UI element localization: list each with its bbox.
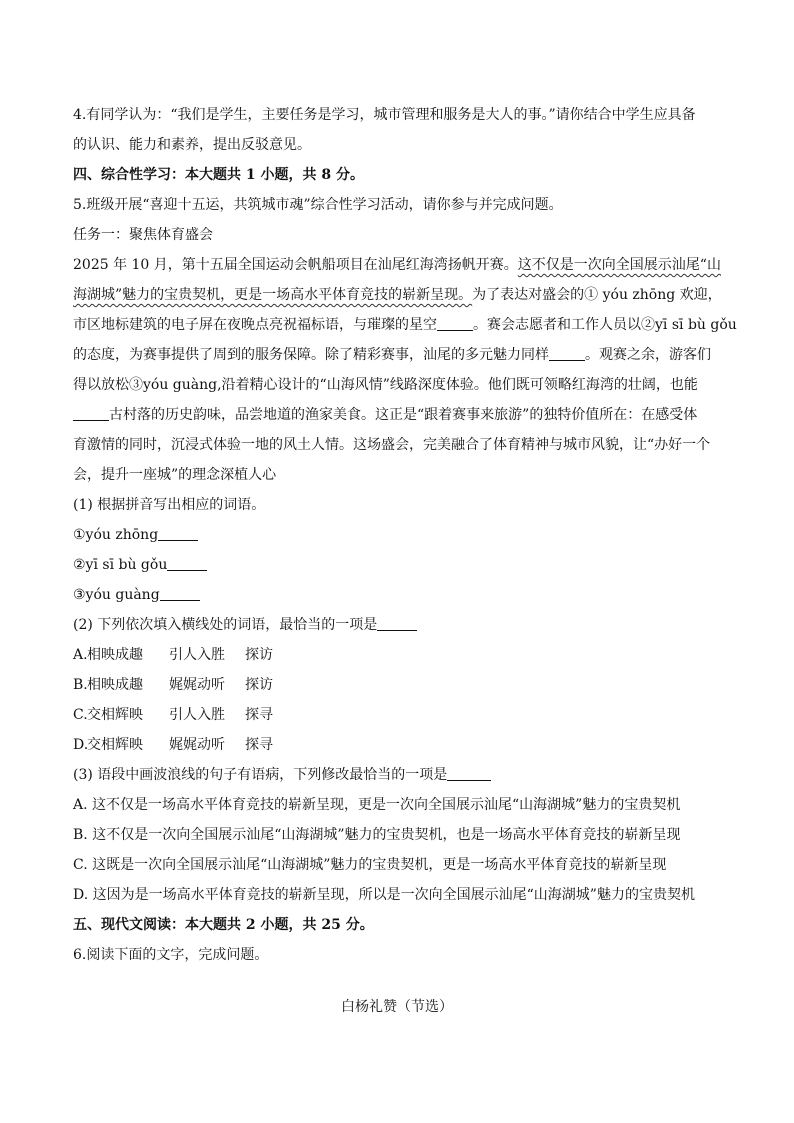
option-key: B. bbox=[73, 677, 88, 693]
option-key: A. bbox=[73, 647, 88, 663]
passage-text: 市区地标建筑的电子屏在夜晚点亮祝福标语，与璀璨的星空 bbox=[73, 317, 437, 333]
option-word: 引人入胜 bbox=[169, 647, 225, 663]
answer-blank[interactable] bbox=[158, 524, 198, 541]
article-title: 白杨礼赞（节选） bbox=[341, 999, 453, 1015]
exam-page bbox=[73, 100, 737, 970]
option-word: 相映成趣 bbox=[87, 677, 143, 693]
option-word: 探寻 bbox=[245, 707, 273, 723]
option-a[interactable]: A. 这不仅是一场高水平体育竞技的崭新呈现，更是一次向全国展示汕尾“山海湖城”魅力的宝贵契机 bbox=[73, 797, 681, 813]
passage-line-3 bbox=[73, 310, 737, 340]
passage-line-6 bbox=[73, 400, 721, 430]
fill-blank[interactable] bbox=[549, 344, 585, 361]
question-text: (2) 下列依次填入横线处的词语，最恰当的一项是 bbox=[73, 617, 378, 633]
option-word: 探访 bbox=[245, 677, 273, 693]
passage-text: 。观赛之余，游客们 bbox=[585, 347, 711, 363]
option-word: 相映成趣 bbox=[87, 647, 143, 663]
passage-line-7: 育激情的同时，沉浸式体验一地的风土人情。这场盛会，完美融合了体育精神与城市风貌，让“办好一个 bbox=[73, 437, 711, 453]
wavy-sentence: 这不仅是一次向全国展示汕尾“山 bbox=[517, 257, 721, 273]
option-word: 娓娓动听 bbox=[169, 737, 225, 753]
option-d[interactable]: D. 这因为是一场高水平体育竞技的崭新呈现，所以是一次向全国展示汕尾“山海湖城”魅力的宝贵契机 bbox=[73, 887, 695, 903]
question-text: (3) 语段中画波浪线的句子有语病，下列修改最恰当的一项是 bbox=[73, 767, 448, 783]
q4-line-2: 的认识、能力和素养，提出反驳意见。 bbox=[73, 137, 311, 153]
option-word: 娓娓动听 bbox=[169, 677, 225, 693]
wavy-sentence: 海湖城”魅力的宝贵契机，更是一场高水平体育竞技的崭新呈现。 bbox=[73, 287, 473, 303]
passage-line-2 bbox=[73, 280, 721, 310]
passage-line-8: 会，提升一座城”的理念深植人心 bbox=[73, 467, 277, 483]
option-word: 探寻 bbox=[245, 737, 273, 753]
passage-text: 为了表达对盛会的① yóu zhōng 欢迎， bbox=[472, 287, 722, 303]
option-c[interactable]: C. 这既是一次向全国展示汕尾“山海湖城”魅力的宝贵契机，更是一场高水平体育竞技的崭新呈现 bbox=[73, 857, 667, 873]
pinyin-text: ③yóu guàng bbox=[73, 587, 160, 603]
option-key: C. bbox=[73, 707, 88, 723]
passage-line-4 bbox=[73, 340, 721, 370]
passage-text: 2025 年 10 月，第十五届全国运动会帆船项目在汕尾红海湾扬帆开赛。 bbox=[73, 257, 518, 273]
fill-blank[interactable] bbox=[73, 404, 109, 421]
q6-intro: 6.阅读下面的文字，完成问题。 bbox=[73, 947, 269, 963]
passage-text: 古村落的历史韵味，品尝地道的渔家美食。这正是“跟着赛事来旅游”的独特价值所在：在感受体 bbox=[109, 407, 698, 423]
task-heading: 任务一：聚焦体育盛会 bbox=[73, 227, 213, 243]
section-heading-5: 五、现代文阅读：本大题共 2 小题，共 25 分。 bbox=[73, 917, 374, 933]
answer-blank[interactable] bbox=[160, 584, 200, 601]
sub-question-1: (1) 根据拼音写出相应的词语。 bbox=[73, 497, 266, 513]
q5-intro: 5.班级开展“喜迎十五运，共筑城市魂”综合性学习活动，请你参与并完成问题。 bbox=[73, 197, 563, 213]
option-key: D. bbox=[73, 737, 89, 753]
pinyin-text: ②yī sī bù gǒu bbox=[73, 557, 168, 573]
option-a[interactable] bbox=[73, 640, 721, 670]
option-word: 引人入胜 bbox=[169, 707, 225, 723]
answer-blank[interactable] bbox=[447, 764, 491, 781]
fill-blank[interactable] bbox=[437, 314, 473, 331]
answer-blank[interactable] bbox=[377, 614, 417, 631]
pinyin-item-2 bbox=[73, 550, 721, 580]
option-d[interactable] bbox=[73, 730, 721, 760]
passage-line-5: 得以放松③yóu guàng,沿着精心设计的“山海风情”线路深度体验。他们既可领略红海湾的壮阔，也能 bbox=[73, 377, 698, 393]
option-c[interactable] bbox=[73, 700, 721, 730]
option-word: 交相辉映 bbox=[87, 737, 143, 753]
pinyin-item-1 bbox=[73, 520, 721, 550]
option-word: 探访 bbox=[245, 647, 273, 663]
passage-text: 的态度，为赛事提供了周到的服务保障。除了精彩赛事，汕尾的多元魅力同样 bbox=[73, 347, 549, 363]
option-word: 交相辉映 bbox=[87, 707, 143, 723]
section-heading-4: 四、综合性学习：本大题共 1 小题，共 8 分。 bbox=[73, 167, 364, 183]
passage-line-1 bbox=[73, 250, 721, 280]
q4-line-1: 4.有同学认为：“我们是学生，主要任务是学习，城市管理和服务是大人的事。”请你结合中学生应具备 bbox=[73, 107, 696, 123]
option-b[interactable] bbox=[73, 670, 721, 700]
passage-text: 。赛会志愿者和工作人员以②yī sī bù gǒu bbox=[473, 317, 737, 333]
sub-question-3 bbox=[73, 760, 721, 790]
sub-question-2 bbox=[73, 610, 721, 640]
pinyin-text: ①yóu zhōng bbox=[73, 527, 159, 543]
answer-blank[interactable] bbox=[167, 554, 207, 571]
pinyin-item-3 bbox=[73, 580, 721, 610]
option-b[interactable]: B. 这不仅是一次向全国展示汕尾“山海湖城”魅力的宝贵契机，也是一场高水平体育竞技的崭新呈现 bbox=[73, 827, 681, 843]
